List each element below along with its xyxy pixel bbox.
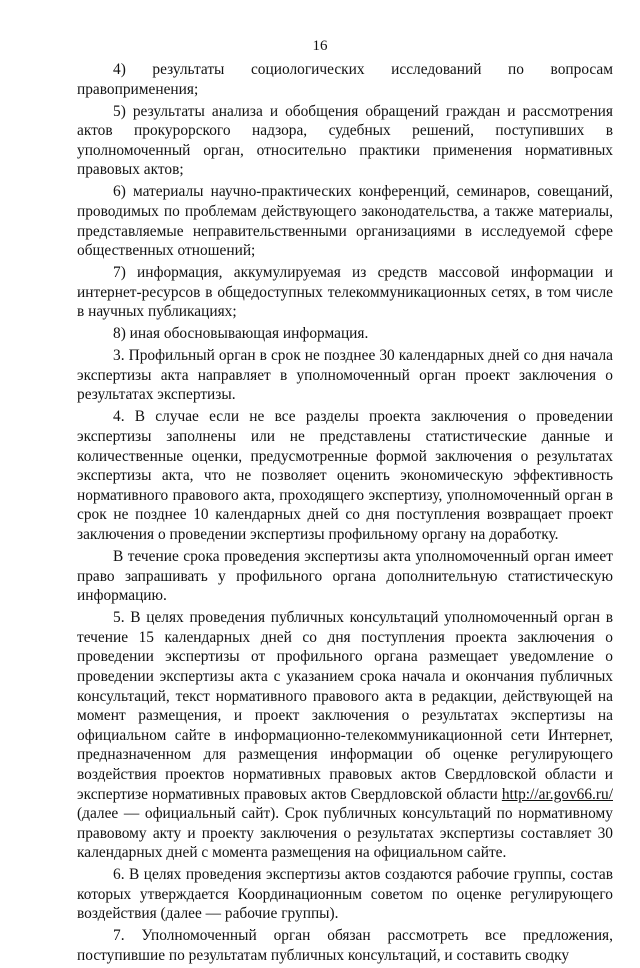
paragraph-item-5-citizen-appeals: 5) результаты анализа и обобщения обращений граждан и рассмотрения актов прокурорского надзора, судебных решений, поступивших в уполномоченный орган, относительно практики применения нормативных правовых актов; (77, 102, 613, 179)
document-body (77, 60, 613, 968)
paragraph-clause-6: 6. В целях проведения экспертизы актов создаются рабочие группы, состав которых утверждается Координационным советом по оценке регулирующего воздействия (далее — рабочие группы). (77, 866, 613, 923)
paragraph-clause-5 (77, 608, 613, 863)
paragraph-item-8-other-information: 8) иная обосновывающая информация. (113, 325, 369, 343)
paragraph-clause-4-continued: В течение срока проведения экспертизы акта уполномоченный орган имеет право запрашивать у профильного органа дополнительную статистическую информацию. (77, 547, 613, 605)
paragraph-item-7-media-information: 7) информация, аккумулируемая из средств массовой информации и интернет-ресурсов в общедоступных телекоммуникационных сетях, в том числе в научных публикациях; (77, 264, 613, 321)
paragraph-item-6-conference-materials: 6) материалы научно-практических конференций, семинаров, совещаний, проводимых по проблемам действующего законодательства, а также материалы, представляемые неправительственными организациями в исследуемой сфере общественных отношений; (77, 183, 613, 260)
clause-5-text-end: (далее — официальный сайт). Срок публичных консультаций по нормативному правовому акту и проекту заключения о результатах экспертизы составляет 30 календарных дней с момента размещения на официальном сайте. (77, 805, 613, 862)
page-number: 16 (312, 38, 328, 54)
paragraph-item-4-sociology: 4) результаты социологических исследований по вопросам правоприменения; (77, 61, 613, 98)
paragraph-clause-3: 3. Профильный орган в срок не позднее 30 календарных дней со дня начала экспертизы акта направляет в уполномоченный орган проект заключения о результатах экспертизы. (77, 347, 613, 404)
paragraph-clause-7: 7. Уполномоченный орган обязан рассмотреть все предложения, поступившие по результатам публичных консультаций, и составить сводку (77, 927, 613, 965)
clause-5-text-start: 5. В целях проведения публичных консультаций уполномоченный орган в течение 15 календарных дней со дня поступления проекта заключения о проведении экспертизы от профильного органа размещает уведомление о проведении экспертизы акта с указанием срока начала и окончания публичных консультаций, текст нормативного правового акта в редакции, действующей на момент размещения, и проект заключения о результатах экспертизы на официальном сайте в информационно-телекоммуникационной сети Интернет, предназначенном для размещения информации об оценке регулирующего воздействия проектов нормативных правовых актов Свердловской области и экспертизе нормативных правовых актов Свердловской области (77, 609, 613, 803)
paragraph-clause-4: 4. В случае если не все разделы проекта заключения о проведении экспертизы заполнены или не представлены статистические данные и количественные оценки, предусмотренные формой заключения о результатах экспертизы акта, что не позволяет оценить экономическую эффективность нормативного правового акта, проходящего экспертизу, уполномоченный орган в срок не позднее 10 календарных дней со дня поступления возвращает проект заключения о проведении экспертизы профильному органу на доработку. (77, 408, 613, 543)
official-site-link[interactable]: http://ar.gov66.ru/ (501, 785, 613, 803)
